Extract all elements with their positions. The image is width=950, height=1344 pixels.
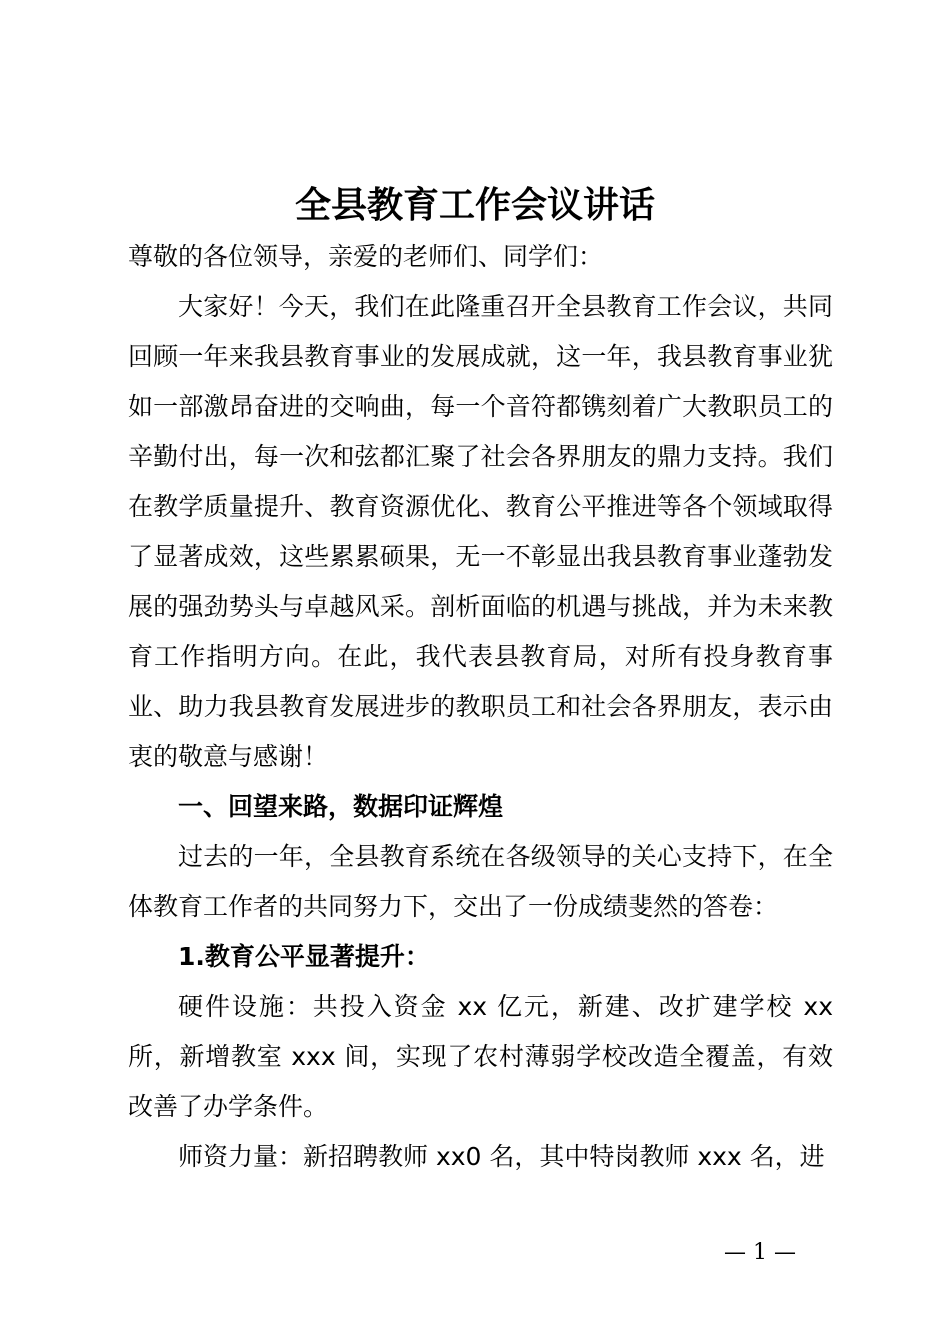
hardware-paragraph: 硬件设施：共投入资金 xx 亿元，新建、改扩建学校 xx 所，新增教室 xxx 间，实现了农村薄弱学校改造全覆盖，有效改善了办学条件。 <box>128 992 833 1121</box>
salutation: 尊敬的各位领导，亲爱的老师们、同学们： <box>128 242 604 271</box>
opening-paragraph: 大家好！今天，我们在此隆重召开全县教育工作会议，共同回顾一年来我县教育事业的发展成就，这一年，我县教育事业犹如一部激昂奋进的交响曲，每一个音符都镌刻着广大教职员工的辛勤付出，每一次和弦都汇聚了社会各界朋友的鼎力支持。我们在教学质量提升、教育资源优化、教育公平推进等各个领域取得了显著成效，这些累累硕果，无一不彰显出我县教育事业蓬勃发展的强劲势头与卓越风采。剖析面临的机遇与挑战，并为未来教育工作指明方向。在此，我代表县教育局，对所有投身教育事业、助力我县教育发展进步的教职员工和社会各界朋友，表示由衷的敬意与感谢！ <box>128 292 833 771</box>
teachers-paragraph: 师资力量：新招聘教师 xx0 名，其中特岗教师 xxx 名，进 <box>178 1142 825 1171</box>
section-heading-1: 一、回望来路，数据印证辉煌 <box>178 792 504 821</box>
page-title: 全县教育工作会议讲话 <box>294 185 655 226</box>
document-body <box>128 232 833 1182</box>
subsection-heading-1: 1.教育公平显著提升： <box>178 942 430 971</box>
page-number: — 1 — <box>724 1240 796 1265</box>
section-1-intro: 过去的一年，全县教育系统在各级领导的关心支持下，在全体教育工作者的共同努力下，交出了一份成绩斐然的答卷： <box>128 842 833 921</box>
